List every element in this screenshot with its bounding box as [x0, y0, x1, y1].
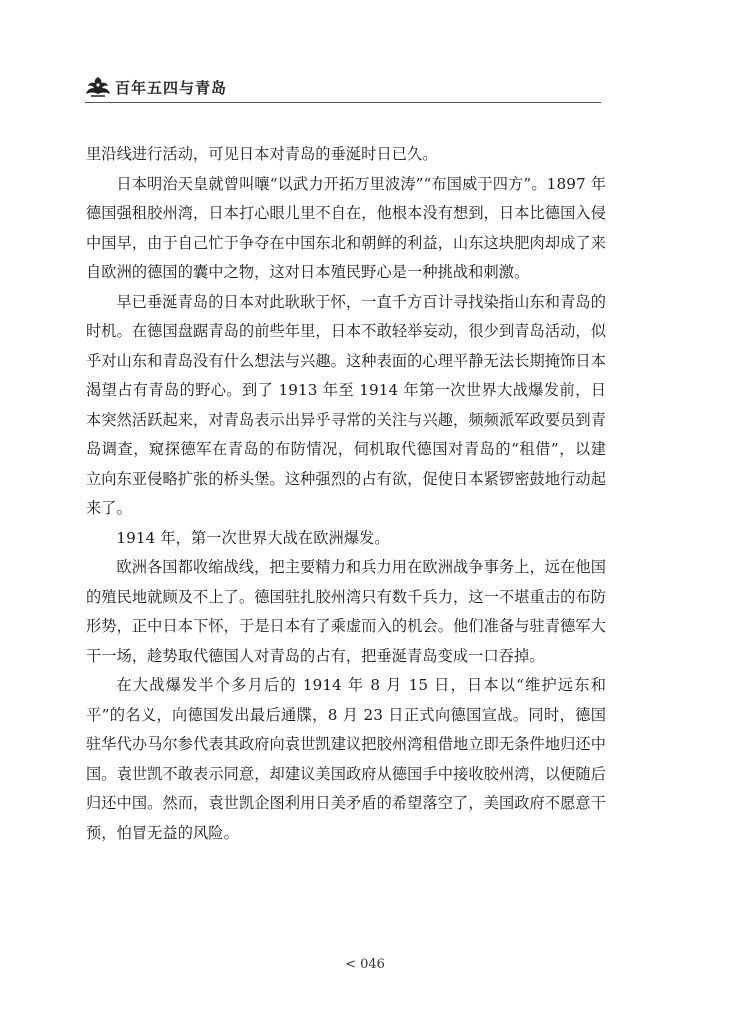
paragraph: 里沿线进行活动，可见日本对青岛的垂涎时日已久。: [86, 145, 438, 163]
paragraph: 1914 年，第一次世界大战在欧洲爆发。: [116, 528, 390, 547]
header-rule: [85, 102, 601, 103]
running-header: [85, 72, 601, 102]
body-text: [86, 140, 606, 848]
book-title: 百年五四与青岛: [115, 78, 228, 97]
paragraph: 在大战爆发半个多月后的 1914 年 8 月 15 日，日本以“维护远东和平”的名义，向德国发出最后通牒，8 月 23 日正式向德国宣战。同时，德国驻华代办马尔参代表其政府向袁世凯建议把胶州湾租借地立即无条件地归还中国。袁世凯不敢表示同意，却建议美国政府从德国手中接收胶州湾，以便随后归还中国。然而，袁世凯企图利用日美矛盾的希望落空了，美国政府不愿意干预，怕冒无益的风险。: [86, 676, 606, 842]
page-number: < 046: [345, 957, 385, 972]
paragraph: 日本明治天皇就曾叫嚷“以武力开拓万里波涛”“布国威于四方”。1897 年德国强租胶州湾，日本打心眼儿里不自在，他根本没有想到，日本比德国入侵中国早，由于自己忙于争夺在中国东北和朝鲜的利益，山东这块肥肉却成了来自欧洲的德国的囊中之物，这对日本殖民野心是一种挑战和刺激。: [86, 174, 606, 281]
paragraph: 欧洲各国都收缩战线，把主要精力和兵力用在欧洲战争事务上，远在他国的殖民地就顾及不上了。德国驻扎胶州湾只有数千兵力，这一不堪重击的布防形势，正中日本下怀，于是日本有了乘虚而入的机会。他们准备与驻青德军大干一场，趁势取代德国人对青岛的占有，把垂涎青岛变成一口吞掉。: [86, 558, 606, 665]
ornament-logo-icon: [85, 75, 111, 99]
paragraph: 早已垂涎青岛的日本对此耿耿于怀，一直千方百计寻找染指山东和青岛的时机。在德国盘踞青岛的前些年里，日本不敢轻举妄动，很少到青岛活动，似乎对山东和青岛没有什么想法与兴趣。这种表面的心理平静无法长期掩饰日本渴望占有青岛的野心。到了 1913 年至 1914 年第一次世界大战爆发前，日本突然活跃起来，对青岛表示出异乎寻常的关注与兴趣，频频派军政要员到青岛调查，窥探德军在青岛的布防情况，伺机取代德国对青岛的“租借”，以建立向东亚侵略扩张的桥头堡。这种强烈的占有欲，促使日本紧锣密鼓地行动起来了。: [86, 292, 606, 517]
